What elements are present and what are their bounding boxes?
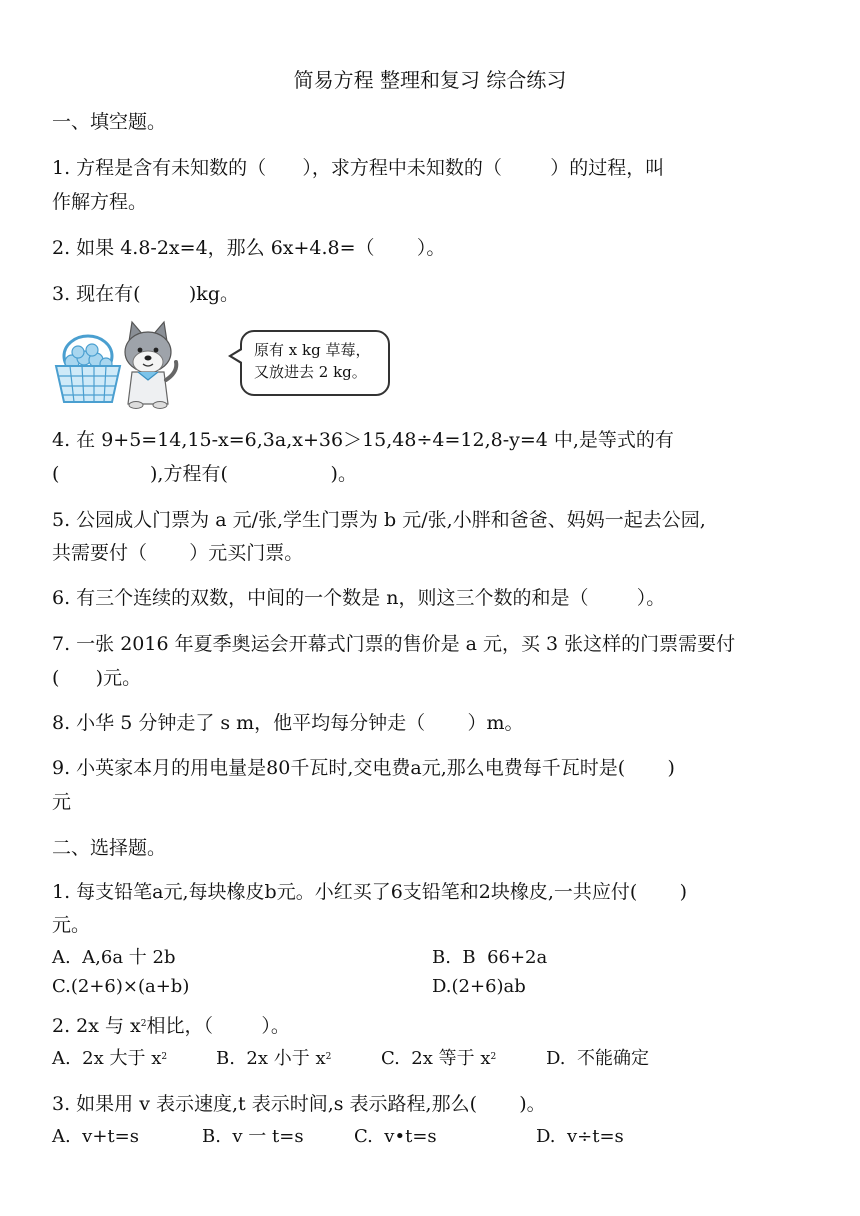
mc2-option-b-sup: 2 (325, 1052, 332, 1062)
mc2-option-c (381, 1048, 496, 1070)
bubble-line-1: 原有 x kg 草莓， (254, 341, 371, 359)
basket-and-wolf-icon (50, 318, 230, 410)
mc3-option-a: A. v+t=s (52, 1126, 139, 1147)
q9-line2: 元 (52, 791, 72, 813)
q6: 6. 有三个连续的双数，中间的一个数是 n，则这三个数的和是（ ）。 (52, 587, 666, 609)
q1-line1: 1. 方程是含有未知数的（ ），求方程中未知数的（ ）的过程，叫 (52, 157, 665, 179)
mc1-option-b: B. B 66+2a (432, 947, 548, 968)
mc1-line1: 1. 每支铅笔a元,每块橡皮b元。小红买了6支铅笔和2块橡皮,一共应付( ) (52, 881, 688, 903)
q3: 3. 现在有( )kg。 (52, 283, 239, 305)
page-title: 简易方程 整理和复习 综合练习 (293, 68, 567, 92)
q2: 2. 如果 4.8-2x=4，那么 6x+4.8=（ ）。 (52, 237, 446, 259)
mc2-option-b-text: B. 2x 小于 x (216, 1048, 326, 1069)
mc2-superscript: 2 (140, 1019, 147, 1029)
mc3-option-b: B. v 一 t=s (202, 1126, 304, 1147)
speech-bubble-tail-inner (232, 350, 242, 362)
mc2-option-a (52, 1048, 167, 1070)
q1-line2: 作解方程。 (52, 191, 148, 213)
mc2-text-post: 相比，（ ）。 (146, 1015, 290, 1037)
mc3-question: 3. 如果用 v 表示速度,t 表示时间,s 表示路程,那么( )。 (52, 1093, 546, 1115)
mc1-option-a: A. A,6a 十 2b (52, 947, 176, 968)
mc2-option-a-sup: 2 (161, 1052, 168, 1062)
q7-line1: 7. 一张 2016 年夏季奥运会开幕式门票的售价是 a 元，买 3 张这样的门票需要付 (52, 633, 736, 655)
mc2-option-a-text: A. 2x 大于 x (52, 1048, 162, 1069)
mc2-question (52, 1014, 290, 1038)
q4-line2: ( ),方程有( )。 (52, 463, 357, 485)
bubble-line-2: 又放进去 2 kg。 (254, 363, 367, 381)
mc1-option-c: C.(2+6)×(a+b) (52, 976, 190, 997)
q9-line1: 9. 小英家本月的用电量是80千瓦时,交电费a元,那么电费每千瓦时是( ) (52, 757, 675, 779)
q7-line2: ( )元。 (52, 667, 142, 689)
mc2-text-pre: 2. 2x 与 x (52, 1015, 141, 1037)
mc2-option-d: D. 不能确定 (546, 1048, 649, 1069)
mc1-line2: 元。 (52, 914, 91, 936)
speech-bubble (240, 330, 390, 396)
section2-heading: 二、选择题。 (52, 837, 167, 859)
section1-heading: 一、填空题。 (52, 111, 167, 133)
mc3-option-d: D. v÷t=s (536, 1126, 624, 1147)
mc2-option-c-sup: 2 (490, 1052, 497, 1062)
q5-line2: 共需要付（ ）元买门票。 (52, 542, 304, 564)
q5-line1: 5. 公园成人门票为 a 元/张,学生门票为 b 元/张,小胖和爸爸、妈妈一起去公园, (52, 509, 706, 531)
strawberry-illustration (50, 318, 371, 410)
mc2-option-b (216, 1048, 331, 1070)
mc1-option-d: D.(2+6)ab (432, 976, 526, 997)
mc2-option-c-text: C. 2x 等于 x (381, 1048, 491, 1069)
mc3-option-c: C. v•t=s (354, 1126, 437, 1147)
q8: 8. 小华 5 分钟走了 s m，他平均每分钟走（ ）m。 (52, 712, 524, 734)
q4-line1: 4. 在 9+5=14,15-x=6,3a,x+36＞15,48÷4=12,8-y=4 中,是等式的有 (52, 429, 674, 451)
